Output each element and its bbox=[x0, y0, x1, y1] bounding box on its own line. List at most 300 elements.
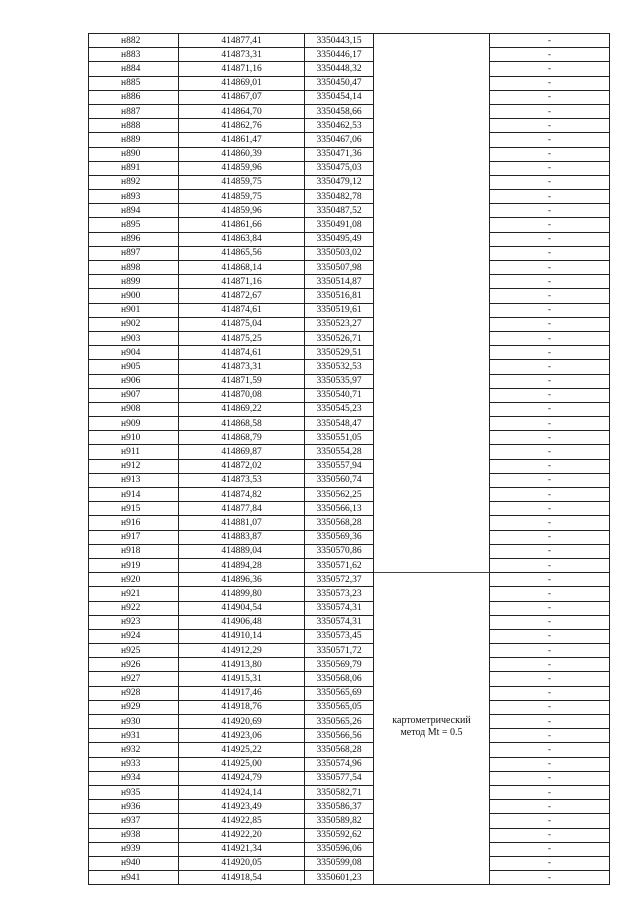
y-coordinate-cell: 3350471,36 bbox=[305, 147, 374, 161]
x-coordinate-cell: 414922,20 bbox=[179, 828, 305, 842]
point-name-cell: н933 bbox=[89, 757, 179, 771]
x-coordinate-cell: 414868,58 bbox=[179, 417, 305, 431]
point-name-cell: н929 bbox=[89, 700, 179, 714]
method-cell bbox=[374, 842, 490, 856]
point-name-cell: н921 bbox=[89, 587, 179, 601]
method-cell bbox=[374, 161, 490, 175]
table-row bbox=[89, 715, 610, 729]
method-cell bbox=[374, 346, 490, 360]
accuracy-cell: - bbox=[490, 317, 610, 331]
y-coordinate-cell: 3350557,94 bbox=[305, 459, 374, 473]
x-coordinate-cell: 414923,06 bbox=[179, 729, 305, 743]
table-row bbox=[89, 558, 610, 572]
method-cell bbox=[374, 601, 490, 615]
x-coordinate-cell: 414894,28 bbox=[179, 558, 305, 572]
coordinates-table bbox=[88, 33, 610, 885]
table-row bbox=[89, 275, 610, 289]
x-coordinate-cell: 414860,39 bbox=[179, 147, 305, 161]
table-row bbox=[89, 629, 610, 643]
x-coordinate-cell: 414906,48 bbox=[179, 615, 305, 629]
accuracy-cell: - bbox=[490, 289, 610, 303]
point-name-cell: н888 bbox=[89, 119, 179, 133]
x-coordinate-cell: 414910,14 bbox=[179, 629, 305, 643]
table-row bbox=[89, 601, 610, 615]
table-row bbox=[89, 331, 610, 345]
y-coordinate-cell: 3350569,79 bbox=[305, 658, 374, 672]
x-coordinate-cell: 414875,25 bbox=[179, 331, 305, 345]
y-coordinate-cell: 3350532,53 bbox=[305, 360, 374, 374]
method-cell bbox=[374, 672, 490, 686]
table-row bbox=[89, 232, 610, 246]
accuracy-cell: - bbox=[490, 431, 610, 445]
y-coordinate-cell: 3350573,23 bbox=[305, 587, 374, 601]
method-cell bbox=[374, 175, 490, 189]
accuracy-cell: - bbox=[490, 34, 610, 48]
table-row bbox=[89, 785, 610, 799]
accuracy-cell: - bbox=[490, 502, 610, 516]
point-name-cell: н911 bbox=[89, 445, 179, 459]
accuracy-cell: - bbox=[490, 658, 610, 672]
method-cell bbox=[374, 686, 490, 700]
point-name-cell: н893 bbox=[89, 190, 179, 204]
x-coordinate-cell: 414922,85 bbox=[179, 814, 305, 828]
table-row bbox=[89, 502, 610, 516]
method-cell bbox=[374, 658, 490, 672]
point-name-cell: н937 bbox=[89, 814, 179, 828]
table-row bbox=[89, 402, 610, 416]
y-coordinate-cell: 3350565,05 bbox=[305, 700, 374, 714]
method-cell bbox=[374, 544, 490, 558]
method-cell bbox=[374, 473, 490, 487]
point-name-cell: н896 bbox=[89, 232, 179, 246]
accuracy-cell: - bbox=[490, 828, 610, 842]
y-coordinate-cell: 3350573,45 bbox=[305, 629, 374, 643]
x-coordinate-cell: 414899,80 bbox=[179, 587, 305, 601]
point-name-cell: н940 bbox=[89, 856, 179, 870]
accuracy-cell: - bbox=[490, 842, 610, 856]
y-coordinate-cell: 3350582,71 bbox=[305, 785, 374, 799]
table-row bbox=[89, 672, 610, 686]
y-coordinate-cell: 3350566,13 bbox=[305, 502, 374, 516]
y-coordinate-cell: 3350574,31 bbox=[305, 615, 374, 629]
accuracy-cell: - bbox=[490, 459, 610, 473]
y-coordinate-cell: 3350514,87 bbox=[305, 275, 374, 289]
method-cell bbox=[374, 34, 490, 48]
point-name-cell: н939 bbox=[89, 842, 179, 856]
y-coordinate-cell: 3350523,27 bbox=[305, 317, 374, 331]
x-coordinate-cell: 414861,66 bbox=[179, 218, 305, 232]
accuracy-cell: - bbox=[490, 800, 610, 814]
method-cell bbox=[374, 62, 490, 76]
accuracy-cell: - bbox=[490, 715, 610, 729]
table-row bbox=[89, 261, 610, 275]
point-name-cell: н892 bbox=[89, 175, 179, 189]
y-coordinate-cell: 3350450,47 bbox=[305, 76, 374, 90]
y-coordinate-cell: 3350568,28 bbox=[305, 743, 374, 757]
y-coordinate-cell: 3350568,28 bbox=[305, 516, 374, 530]
y-coordinate-cell: 3350589,82 bbox=[305, 814, 374, 828]
y-coordinate-cell: 3350572,37 bbox=[305, 573, 374, 587]
point-name-cell: н927 bbox=[89, 672, 179, 686]
method-cell bbox=[374, 303, 490, 317]
method-cell bbox=[374, 828, 490, 842]
table-row bbox=[89, 459, 610, 473]
accuracy-cell: - bbox=[490, 573, 610, 587]
accuracy-cell: - bbox=[490, 814, 610, 828]
accuracy-cell: - bbox=[490, 587, 610, 601]
table-row bbox=[89, 516, 610, 530]
table-row bbox=[89, 303, 610, 317]
table-row bbox=[89, 615, 610, 629]
y-coordinate-cell: 3350554,28 bbox=[305, 445, 374, 459]
x-coordinate-cell: 414873,31 bbox=[179, 360, 305, 374]
accuracy-cell: - bbox=[490, 303, 610, 317]
x-coordinate-cell: 414869,87 bbox=[179, 445, 305, 459]
y-coordinate-cell: 3350507,98 bbox=[305, 261, 374, 275]
accuracy-cell: - bbox=[490, 374, 610, 388]
accuracy-cell: - bbox=[490, 261, 610, 275]
table-row bbox=[89, 658, 610, 672]
method-cell bbox=[374, 856, 490, 870]
method-cell bbox=[374, 459, 490, 473]
point-name-cell: н902 bbox=[89, 317, 179, 331]
x-coordinate-cell: 414925,00 bbox=[179, 757, 305, 771]
method-cell bbox=[374, 629, 490, 643]
point-name-cell: н930 bbox=[89, 715, 179, 729]
table-row bbox=[89, 473, 610, 487]
point-name-cell: н916 bbox=[89, 516, 179, 530]
table-row bbox=[89, 757, 610, 771]
point-name-cell: н918 bbox=[89, 544, 179, 558]
table-row bbox=[89, 842, 610, 856]
table-row bbox=[89, 62, 610, 76]
point-name-cell: н901 bbox=[89, 303, 179, 317]
accuracy-cell: - bbox=[490, 417, 610, 431]
table-row bbox=[89, 346, 610, 360]
x-coordinate-cell: 414868,14 bbox=[179, 261, 305, 275]
method-cell bbox=[374, 90, 490, 104]
method-cell bbox=[374, 76, 490, 90]
y-coordinate-cell: 3350446,17 bbox=[305, 48, 374, 62]
point-name-cell: н905 bbox=[89, 360, 179, 374]
point-name-cell: н906 bbox=[89, 374, 179, 388]
x-coordinate-cell: 414861,47 bbox=[179, 133, 305, 147]
table-row bbox=[89, 530, 610, 544]
method-cell bbox=[374, 587, 490, 601]
accuracy-cell: - bbox=[490, 629, 610, 643]
point-name-cell: н900 bbox=[89, 289, 179, 303]
y-coordinate-cell: 3350526,71 bbox=[305, 331, 374, 345]
accuracy-cell: - bbox=[490, 856, 610, 870]
table-row bbox=[89, 743, 610, 757]
method-cell bbox=[374, 757, 490, 771]
accuracy-cell: - bbox=[490, 331, 610, 345]
accuracy-cell: - bbox=[490, 402, 610, 416]
point-name-cell: н923 bbox=[89, 615, 179, 629]
y-coordinate-cell: 3350586,37 bbox=[305, 800, 374, 814]
point-name-cell: н935 bbox=[89, 785, 179, 799]
method-cell bbox=[374, 800, 490, 814]
method-cell bbox=[374, 232, 490, 246]
table-row bbox=[89, 445, 610, 459]
table-row bbox=[89, 729, 610, 743]
x-coordinate-cell: 414924,79 bbox=[179, 771, 305, 785]
x-coordinate-cell: 414870,08 bbox=[179, 388, 305, 402]
accuracy-cell: - bbox=[490, 700, 610, 714]
point-name-cell: н908 bbox=[89, 402, 179, 416]
table-row bbox=[89, 388, 610, 402]
point-name-cell: н889 bbox=[89, 133, 179, 147]
method-cell bbox=[374, 431, 490, 445]
x-coordinate-cell: 414859,96 bbox=[179, 204, 305, 218]
method-cell bbox=[374, 771, 490, 785]
y-coordinate-cell: 3350577,54 bbox=[305, 771, 374, 785]
x-coordinate-cell: 414869,01 bbox=[179, 76, 305, 90]
point-name-cell: н883 bbox=[89, 48, 179, 62]
point-name-cell: н926 bbox=[89, 658, 179, 672]
x-coordinate-cell: 414867,07 bbox=[179, 90, 305, 104]
table-row bbox=[89, 700, 610, 714]
method-cell bbox=[374, 190, 490, 204]
x-coordinate-cell: 414859,96 bbox=[179, 161, 305, 175]
accuracy-cell: - bbox=[490, 686, 610, 700]
method-cell bbox=[374, 119, 490, 133]
y-coordinate-cell: 3350545,23 bbox=[305, 402, 374, 416]
y-coordinate-cell: 3350574,96 bbox=[305, 757, 374, 771]
point-name-cell: н894 bbox=[89, 204, 179, 218]
x-coordinate-cell: 414924,14 bbox=[179, 785, 305, 799]
point-name-cell: н941 bbox=[89, 871, 179, 885]
y-coordinate-cell: 3350540,71 bbox=[305, 388, 374, 402]
accuracy-cell: - bbox=[490, 785, 610, 799]
table-row bbox=[89, 644, 610, 658]
method-cell bbox=[374, 516, 490, 530]
point-name-cell: н915 bbox=[89, 502, 179, 516]
table-row bbox=[89, 828, 610, 842]
y-coordinate-cell: 3350548,47 bbox=[305, 417, 374, 431]
x-coordinate-cell: 414896,36 bbox=[179, 573, 305, 587]
accuracy-cell: - bbox=[490, 601, 610, 615]
x-coordinate-cell: 414862,76 bbox=[179, 119, 305, 133]
accuracy-cell: - bbox=[490, 488, 610, 502]
table-row bbox=[89, 204, 610, 218]
x-coordinate-cell: 414872,02 bbox=[179, 459, 305, 473]
method-cell bbox=[374, 615, 490, 629]
accuracy-cell: - bbox=[490, 672, 610, 686]
method-cell bbox=[374, 204, 490, 218]
accuracy-cell: - bbox=[490, 232, 610, 246]
y-coordinate-cell: 3350487,52 bbox=[305, 204, 374, 218]
y-coordinate-cell: 3350535,97 bbox=[305, 374, 374, 388]
point-name-cell: н899 bbox=[89, 275, 179, 289]
method-cell bbox=[374, 573, 490, 587]
point-name-cell: н886 bbox=[89, 90, 179, 104]
x-coordinate-cell: 414859,75 bbox=[179, 190, 305, 204]
point-name-cell: н912 bbox=[89, 459, 179, 473]
method-cell bbox=[374, 488, 490, 502]
method-cell bbox=[374, 445, 490, 459]
method-cell bbox=[374, 502, 490, 516]
accuracy-cell: - bbox=[490, 346, 610, 360]
y-coordinate-cell: 3350479,12 bbox=[305, 175, 374, 189]
method-cell bbox=[374, 644, 490, 658]
x-coordinate-cell: 414865,56 bbox=[179, 246, 305, 260]
table-row bbox=[89, 119, 610, 133]
accuracy-cell: - bbox=[490, 275, 610, 289]
table-row bbox=[89, 544, 610, 558]
accuracy-cell: - bbox=[490, 104, 610, 118]
table-row bbox=[89, 814, 610, 828]
accuracy-cell: - bbox=[490, 473, 610, 487]
accuracy-cell: - bbox=[490, 246, 610, 260]
y-coordinate-cell: 3350599,08 bbox=[305, 856, 374, 870]
point-name-cell: н938 bbox=[89, 828, 179, 842]
accuracy-cell: - bbox=[490, 445, 610, 459]
table-row bbox=[89, 246, 610, 260]
x-coordinate-cell: 414920,05 bbox=[179, 856, 305, 870]
x-coordinate-cell: 414921,34 bbox=[179, 842, 305, 856]
x-coordinate-cell: 414871,16 bbox=[179, 275, 305, 289]
method-cell bbox=[374, 700, 490, 714]
table-row bbox=[89, 289, 610, 303]
accuracy-cell: - bbox=[490, 161, 610, 175]
point-name-cell: н884 bbox=[89, 62, 179, 76]
table-row bbox=[89, 161, 610, 175]
x-coordinate-cell: 414881,07 bbox=[179, 516, 305, 530]
accuracy-cell: - bbox=[490, 62, 610, 76]
y-coordinate-cell: 3350571,62 bbox=[305, 558, 374, 572]
method-label: картометрический метод Mt = 0.5 bbox=[392, 714, 471, 738]
accuracy-cell: - bbox=[490, 175, 610, 189]
table-row bbox=[89, 417, 610, 431]
method-cell bbox=[374, 714, 490, 738]
table-row bbox=[89, 104, 610, 118]
point-name-cell: н898 bbox=[89, 261, 179, 275]
table-row bbox=[89, 133, 610, 147]
point-name-cell: н931 bbox=[89, 729, 179, 743]
x-coordinate-cell: 414871,16 bbox=[179, 62, 305, 76]
point-name-cell: н897 bbox=[89, 246, 179, 260]
accuracy-cell: - bbox=[490, 544, 610, 558]
method-cell bbox=[374, 147, 490, 161]
x-coordinate-cell: 414920,69 bbox=[179, 715, 305, 729]
coordinates-table-body bbox=[89, 34, 610, 885]
y-coordinate-cell: 3350495,49 bbox=[305, 232, 374, 246]
table-row bbox=[89, 856, 610, 870]
method-cell bbox=[374, 289, 490, 303]
x-coordinate-cell: 414913,80 bbox=[179, 658, 305, 672]
method-cell bbox=[374, 331, 490, 345]
accuracy-cell: - bbox=[490, 119, 610, 133]
accuracy-cell: - bbox=[490, 90, 610, 104]
table-row bbox=[89, 147, 610, 161]
x-coordinate-cell: 414925,22 bbox=[179, 743, 305, 757]
accuracy-cell: - bbox=[490, 360, 610, 374]
x-coordinate-cell: 414912,29 bbox=[179, 644, 305, 658]
y-coordinate-cell: 3350551,05 bbox=[305, 431, 374, 445]
x-coordinate-cell: 414918,54 bbox=[179, 871, 305, 885]
y-coordinate-cell: 3350475,03 bbox=[305, 161, 374, 175]
point-name-cell: н903 bbox=[89, 331, 179, 345]
y-coordinate-cell: 3350503,02 bbox=[305, 246, 374, 260]
point-name-cell: н887 bbox=[89, 104, 179, 118]
accuracy-cell: - bbox=[490, 558, 610, 572]
point-name-cell: н907 bbox=[89, 388, 179, 402]
x-coordinate-cell: 414869,22 bbox=[179, 402, 305, 416]
table-row bbox=[89, 34, 610, 48]
y-coordinate-cell: 3350562,25 bbox=[305, 488, 374, 502]
point-name-cell: н882 bbox=[89, 34, 179, 48]
point-name-cell: н910 bbox=[89, 431, 179, 445]
y-coordinate-cell: 3350570,86 bbox=[305, 544, 374, 558]
method-cell bbox=[374, 402, 490, 416]
y-coordinate-cell: 3350565,69 bbox=[305, 686, 374, 700]
x-coordinate-cell: 414874,82 bbox=[179, 488, 305, 502]
accuracy-cell: - bbox=[490, 771, 610, 785]
y-coordinate-cell: 3350592,62 bbox=[305, 828, 374, 842]
y-coordinate-cell: 3350467,06 bbox=[305, 133, 374, 147]
y-coordinate-cell: 3350560,74 bbox=[305, 473, 374, 487]
x-coordinate-cell: 414923,49 bbox=[179, 800, 305, 814]
x-coordinate-cell: 414875,04 bbox=[179, 317, 305, 331]
accuracy-cell: - bbox=[490, 147, 610, 161]
table-row bbox=[89, 771, 610, 785]
y-coordinate-cell: 3350571,72 bbox=[305, 644, 374, 658]
method-cell bbox=[374, 814, 490, 828]
method-cell bbox=[374, 261, 490, 275]
table-row bbox=[89, 360, 610, 374]
table-row bbox=[89, 800, 610, 814]
table-row bbox=[89, 190, 610, 204]
point-name-cell: н920 bbox=[89, 573, 179, 587]
accuracy-cell: - bbox=[490, 190, 610, 204]
accuracy-cell: - bbox=[490, 133, 610, 147]
point-name-cell: н932 bbox=[89, 743, 179, 757]
point-name-cell: н919 bbox=[89, 558, 179, 572]
table-row bbox=[89, 317, 610, 331]
y-coordinate-cell: 3350601,23 bbox=[305, 871, 374, 885]
method-cell bbox=[374, 743, 490, 757]
accuracy-cell: - bbox=[490, 729, 610, 743]
point-name-cell: н895 bbox=[89, 218, 179, 232]
method-cell bbox=[374, 246, 490, 260]
point-name-cell: н914 bbox=[89, 488, 179, 502]
y-coordinate-cell: 3350516,81 bbox=[305, 289, 374, 303]
table-row bbox=[89, 76, 610, 90]
table-row bbox=[89, 871, 610, 885]
y-coordinate-cell: 3350596,06 bbox=[305, 842, 374, 856]
y-coordinate-cell: 3350529,51 bbox=[305, 346, 374, 360]
method-cell bbox=[374, 374, 490, 388]
method-cell bbox=[374, 218, 490, 232]
x-coordinate-cell: 414877,84 bbox=[179, 502, 305, 516]
accuracy-cell: - bbox=[490, 516, 610, 530]
x-coordinate-cell: 414859,75 bbox=[179, 175, 305, 189]
accuracy-cell: - bbox=[490, 757, 610, 771]
method-cell bbox=[374, 871, 490, 885]
table-row bbox=[89, 587, 610, 601]
point-name-cell: н936 bbox=[89, 800, 179, 814]
method-cell bbox=[374, 48, 490, 62]
y-coordinate-cell: 3350443,15 bbox=[305, 34, 374, 48]
method-cell bbox=[374, 417, 490, 431]
point-name-cell: н904 bbox=[89, 346, 179, 360]
y-coordinate-cell: 3350482,78 bbox=[305, 190, 374, 204]
point-name-cell: н928 bbox=[89, 686, 179, 700]
accuracy-cell: - bbox=[490, 218, 610, 232]
x-coordinate-cell: 414873,53 bbox=[179, 473, 305, 487]
point-name-cell: н924 bbox=[89, 629, 179, 643]
